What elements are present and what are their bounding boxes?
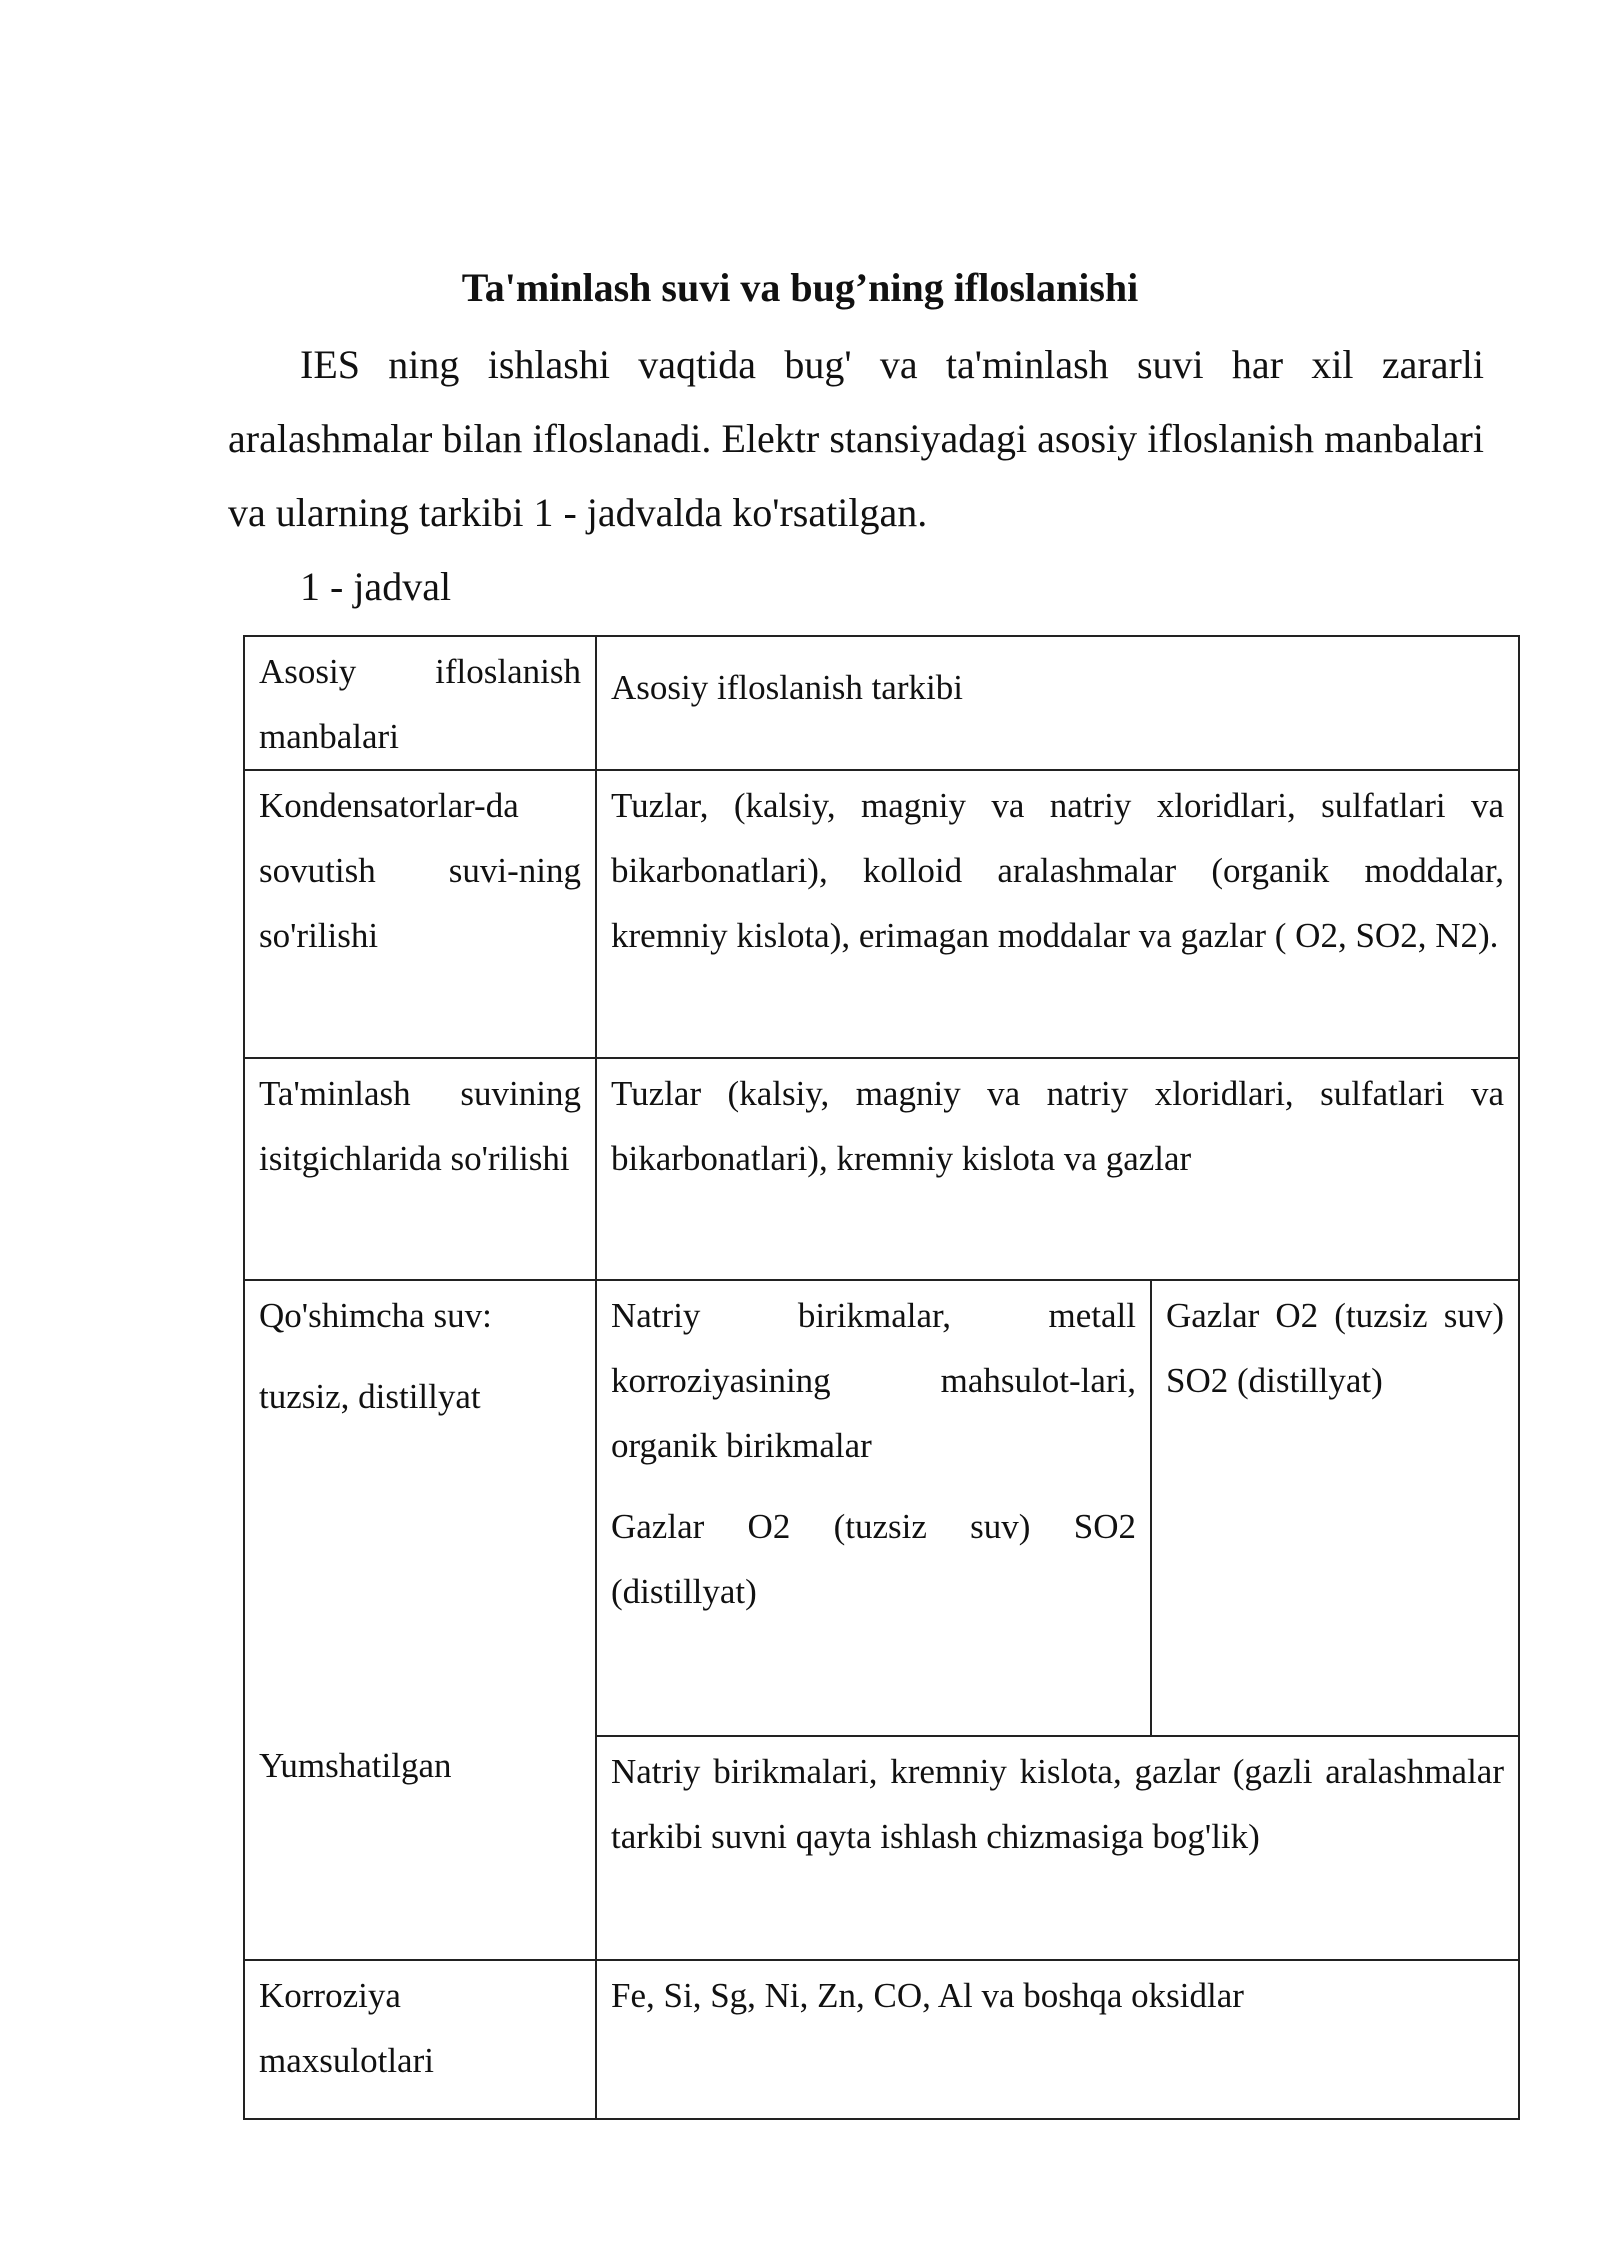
row-source-cell: Kondensatorlar-da sovutish suvi-ning so'rilishi [244,770,596,1058]
row-composition-cell: Natriy birikmalari, kremniy kislota, gazlar (gazli aralashmalar tarkibi suvni qayta ishlash chizmasiga bog'lik) [596,1736,1519,1960]
table-caption: 1 - jadval [300,564,452,609]
header-sources: Asosiy ifloslanish manbalari [244,636,596,770]
header-composition: Asosiy ifloslanish tarkibi [596,636,1519,770]
row-composition-cell: Fe, Si, Sg, Ni, Zn, CO, Al va boshqa oksidlar [596,1960,1519,2119]
table-row [244,1280,1519,1736]
row-source-cell: Korroziya maxsulotlari [244,1960,596,2119]
source-line: tuzsiz, distillyat [259,1377,481,1416]
pollution-sources-table [243,635,1520,2120]
composition-text: Natriy birikmalar, metall korroziyasining mahsulot-lari, organik birikmalar [611,1296,1136,1465]
row-composition-cell: Tuzlar, (kalsiy, magniy va natriy xloridlari, sulfatlari va bikarbonatlari), kolloid aralashmalar (organik moddalar, kremniy kislota), erimagan moddalar va gazlar ( O2, SO2, N2). [596,770,1519,1058]
table-row [244,1058,1519,1280]
table-row [244,770,1519,1058]
intro-paragraph: IES ning ishlashi vaqtida bug' va ta'minlash suvi har xil zararli aralashmalar bilan ifloslanadi. Elektr stansiyadagi asosiy ifloslanish manbalari va ularning tarkibi 1 - jadvalda ko'rsatilgan. [228,342,1484,535]
row-source-cell: Ta'minlash suvining isitgichlarida so'rilishi [244,1058,596,1280]
document-title: Ta'minlash suvi va bug’ning ifloslanishi [461,265,1139,310]
source-line: Qo'shimcha suv: [259,1296,492,1335]
row-source-cell [244,1280,596,1960]
row-composition-cell [596,1280,1151,1736]
composition-text: Gazlar O2 (tuzsiz suv) SO2 (distillyat) [611,1507,1136,1611]
source-line: Yumshatilgan [259,1746,452,1785]
row-gases-cell: Gazlar O2 (tuzsiz suv) SO2 (distillyat) [1151,1280,1519,1736]
table-header-row [244,636,1519,770]
table-row [244,1960,1519,2119]
row-composition-cell: Tuzlar (kalsiy, magniy va natriy xloridlari, sulfatlari va bikarbonatlari), kremniy kislota va gazlar [596,1058,1519,1280]
